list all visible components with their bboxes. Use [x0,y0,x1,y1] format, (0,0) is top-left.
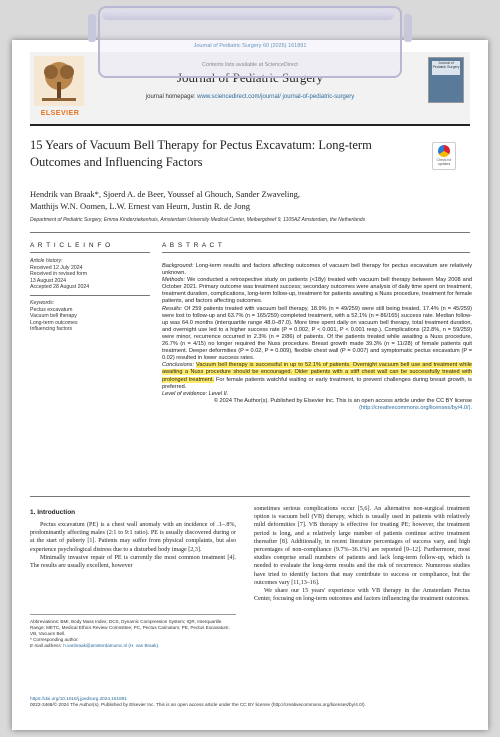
clipboard-handle [404,14,412,42]
abstract-methods: Methods: We conducted a retrospective study on patients (<18y) treated with vacuum bell therapy between May 2008 and October 2021. Primary outcome was treatment success; secondary outcomes were analysis of daily time spent on treatment, treatment duration, complications, long-term follow-up, treatment for patients awaiting a Nuss procedure, treatment for female patients, and factors affecting outcomes. [162,277,472,305]
history-item: Accepted 28 August 2024 [30,284,90,291]
divider [30,252,150,253]
abstract-body [162,263,472,412]
keyword: Influencing factors [30,326,73,333]
crossmark-icon [438,145,450,157]
page-footer [30,696,470,709]
footnotes [30,614,236,649]
history-label: Article history: [30,258,63,264]
abstract-license: © 2024 The Author(s). Published by Elsevier Inc. This is an open access article under the CC BY license (http://creativecommons.org/licenses/by/4.0/). [213,397,472,411]
doi-link[interactable]: https://doi.org/10.1016/j.jpedsurg.2024.161891 [30,696,127,701]
banner-subtitle: Contents lists available at ScienceDirect [202,62,298,68]
article-info-heading: A R T I C L E I N F O [30,242,112,249]
divider [30,232,470,233]
authors-line-2: Matthijs W.N. Oomen, L.W. Ernest van Heurn, Justin R. de Jong [30,201,250,211]
abstract-results: Results: Of 259 patients treated with vacuum bell therapy, 18.9% (n = 49/259) were still being treated, 17.4% (n = 45/259) were lost to follow-up and 63.7% (n = 165/259) completed treatment, with a 52.1% (n = 86/165) success rate. Median follow-up was 64.0 months (interquartile range 48.0–87.0). More time spent daily on vacuum bell therapy, total treatment duration, and overnight use led to a higher success rate (P = 0.002, P < 0.001, P < 0.001 resp.). Complications (22.8%, n = 59/259) were minor, recurrence occurred in 2.3% (n = 2/86) of patients. Of the patients treated while awaiting a Nuss procedure, 26.7% (n = 4/15) no longer required the Nuss procedure. Breast growth made 39.3% (n = 11/28) of female patients quit treatment. Deeper deformities (P = 0.02, P = 0.009), flexible chest wall (P = 0.007) and symptomatic pectus excavatum (P = 0.02) resulted in lower success rates. [162,305,472,362]
highlighted-text[interactable]: Vacuum bell therapy is successful in up to 52.1% of patients. Overnight vacuum bell use and treatment while awaiting a Nuss procedure should be encouraged. Older patients with a stiff chest wall can be successfully treated with prolonged treatment. [162,362,472,383]
keyword: Pectus excavatum [30,306,73,313]
author-list [30,188,450,212]
keyword: Long-term outcomes [30,319,78,326]
intro-left-column [30,521,236,570]
authors-line-1: Hendrik van Braak*, Sjoerd A. de Beer, Youssef al Ghouch, Sander Zwaveling, [30,189,300,199]
homepage-link[interactable]: www.sciencedirect.com/journal/ journal-of-pediatric-surgery [197,94,355,100]
section-heading: 1. Introduction [30,509,76,516]
abstract-background: Background: Long-term results and factors affecting outcomes of vacuum bell therapy for pectus excavatum are relatively unknown. [162,263,472,277]
paragraph: Minimally invasive repair of PE is currently the most common treatment [4]. The results are usually excellent, however [30,554,236,570]
history-item: 13 August 2024 [30,277,67,284]
keyword: Vacuum bell therapy [30,313,77,320]
keywords [30,300,78,333]
article-title: 15 Years of Vacuum Bell Therapy for Pectus Excavatum: Long-term Outcomes and Influencing Factors [30,138,372,169]
corresponding-author: * Corresponding author. [30,637,79,642]
clipboard-bar [102,10,394,20]
paragraph: We share our 15 years' experience with VB therapy in the Amsterdam Pectus Center, focusing on long-term outcomes and factors influencing the treatment outcomes. [254,588,470,603]
clipboard-handle [88,14,96,42]
license-link[interactable]: (http://creativecommons.org/licenses/by/4.0/). [359,404,472,411]
email-link[interactable]: h.vanbraak@amsterdamumc.nl (H. van Braak). [63,643,160,648]
history-item: Received in revised form [30,271,88,278]
publisher-name: ELSEVIER [40,110,80,117]
document-page [12,40,488,730]
journal-title: Journal of Pediatric Surgery [177,70,323,85]
divider [30,496,470,497]
elsevier-tree-logo-icon [34,56,84,106]
cover-title: Journal of Pediatric Surgery [432,61,460,75]
homepage-label: journal homepage: [145,94,196,100]
abstract-heading: A B S T R A C T [162,242,223,249]
email-line: E-mail address: h.vanbraak@amsterdamumc.nl (H. van Braak). [30,643,160,648]
article-history [30,258,89,291]
abbreviations: Abbreviations: BMI, Body Mass Index; DCS, Dynamic Compression System; IQR, Interquartile Range; METC, Medical Ethics Review Committee; PC, Pectus Carinatum; PE, Pectus Excavatum; VB, Vacuum Bell. [30,619,230,636]
journal-cover-thumbnail[interactable] [428,57,464,103]
abstract-evidence: Level of evidence: Level II. [162,390,229,397]
check-updates-label: Check for updates [436,158,452,166]
check-for-updates-button[interactable] [432,142,456,170]
intro-right-column [254,505,470,603]
abstract-conclusions: Conclusions: Vacuum bell therapy is successful in up to 52.1% of patients. Overnight vacuum bell use and treatment while awaiting a Nuss procedure should be encouraged. Older patients with a stiff chest wall can be successfully treated with prolonged treatment. For female patients watchful waiting or early treatment, to prevent challenges during breast growth, is preferred. [162,362,472,390]
footer-license: 0022-3468/© 2024 The Author(s). Published by Elsevier Inc. This is an open access article under the CC BY license (http://creativecommons.org/licenses/by/4.0/). [30,702,366,708]
paragraph: sometimes serious complications occur [5,6]. An alternative non-surgical treatment option is vacuum bell (VB) therapy, which is usually used in patients with relatively mild deformities [7]. VB therapy is effective for treating PE; however, the treatment period is long, and a relatively large number of patients continue active treatment thereafter [8]. Additionally, in recent literature percentages of success vary, and high percentages of non-compliance (9.7%–36.1%) are reported [9–12]. Furthermore, most studies comprise small numbers of patients and lack long-term follow-up, which is needed to evaluate the long-term results and the risk of recurrence. Numerous studies have tried to identify factors that may contribute to success or compliance, but the outcomes vary [11,13–16]. [254,506,470,586]
history-item: Received 12 July 2024 [30,264,83,271]
journal-citation[interactable]: Journal of Pediatric Surgery 60 (2025) 161891 [193,43,307,49]
paragraph: Pectus excavatum (PE) is a chest wall anomaly with an incidence of .1–.8%, predominantly affecting males (2:1 to 9:1 ratio). PE is usually discovered during or at the start of puberty [1]. Patients may suffer from physical complaints, but also experience psychological distress due to a disturbed body image [2,3]. [30,522,236,553]
journal-homepage [95,94,405,100]
keywords-label: Keywords: [30,300,55,306]
divider [30,295,150,296]
divider [162,252,470,253]
affiliation: Department of Pediatric Surgery, Emma Kinderziekenhuis, Amsterdam University Medical Center, Meibergdreef 9, 1105AZ Amsterdam, the Netherlands [30,217,366,223]
